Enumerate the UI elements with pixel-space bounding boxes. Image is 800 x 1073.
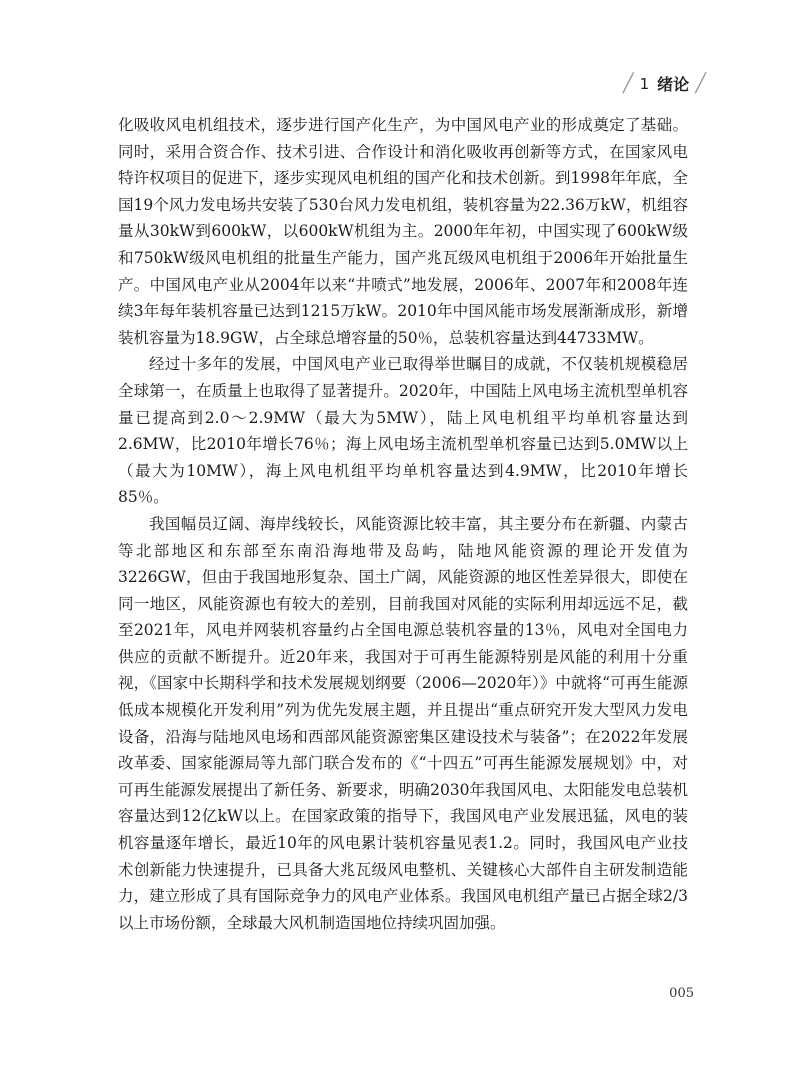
paragraph-3: 我国幅员辽阔、海岸线较长，风能资源比较丰富，其主要分布在新疆、内蒙古等北部地区和东部至东南沿海地带及岛屿，陆地风能资源的理论开发值为3226GW，但由于我国地形复杂、国土广阔，风能资源的地区性差异很大，即使在同一地区，风能资源也有较大的差别，目前我国对风能的实际利用却远远不足，截至2021年，风电并网装机容量约占全国电源总装机容量的13％，风电对全国电力供应的贡献不断提升。近20年来，我国对于可再生能源特别是风能的利用十分重视，《国家中长期科学和技术发展规划纲要（2006—2020年）》中就将“可再生能源低成本规模化开发利用”列为优先发展主题，并且提出“重点研究开发大型风力发电设备，沿海与陆地风电场和西部风能资源密集区建设技术与装备”；在2022年发展改革委、国家能源局等九部门联合发布的《“十四五”可再生能源发展规划》中，对可再生能源发展提出了新任务、新要求，明确2030年我国风电、太阳能发电总装机容量达到12亿kW以上。在国家政策的指导下，我国风电产业发展迅猛，风电的装机容量逐年增长，最近10年的风电累计装机容量见表1.2。同时，我国风电产业技术创新能力快速提升，已具备大兆瓦级风电整机、关键核心大部件自主研发制造能力，建立形成了具有国际竞争力的风电产业体系。我国风电机组产量已占据全球2/3以上市场份额，全球最大风机制造国地位持续巩固加强。	[118, 514, 688, 932]
running-header	[617, 72, 712, 95]
chapter-number: 1	[639, 74, 650, 93]
paragraph-2: 经过十多年的发展，中国风电产业已取得举世瞩目的成就，不仅装机规模稳居全球第一，在质量上也取得了显著提升。2020年，中国陆上风电场主流机型单机容量已提高到2.0～2.9MW（最大为5MW），陆上风电机组平均单机容量达到2.6MW，比2010年增长76％；海上风电场主流机型单机容量已达到5.0MW以上（最大为10MW），海上风电机组平均单机容量达到4.9MW，比2010年增长85％。	[118, 355, 688, 507]
header-slash-right: ╱	[695, 73, 706, 94]
page-body	[118, 112, 688, 936]
chapter-title: 绪论	[657, 75, 690, 94]
paragraph-1: 化吸收风电机组技术，逐步进行国产化生产，为中国风电产业的形成奠定了基础。同时，采用合资合作、技术引进、合作设计和消化吸收再创新等方式，在国家风电特许权项目的促进下，逐步实现风电机组的国产化和技术创新。到1998年年底，全国19个风力发电场共安装了530台风力发电机组，装机容量为22.36万kW，机组容量从30kW到600kW，以600kW机组为主。2000年年初，中国实现了600kW级和750kW级风电机组的批量生产能力，国产兆瓦级风电机组于2006年开始批量生产。中国风电产业从2004年以来“井喷式”地发展，2006年、2007年和2008年连续3年每年装机容量已达到1215万kW。2010年中国风能市场发展渐渐成形，新增装机容量为18.9GW，占全球总增容量的50％，总装机容量达到44733MW。	[118, 116, 688, 347]
header-slash-left: ╱	[622, 73, 634, 94]
page-number: 005	[669, 986, 694, 1001]
